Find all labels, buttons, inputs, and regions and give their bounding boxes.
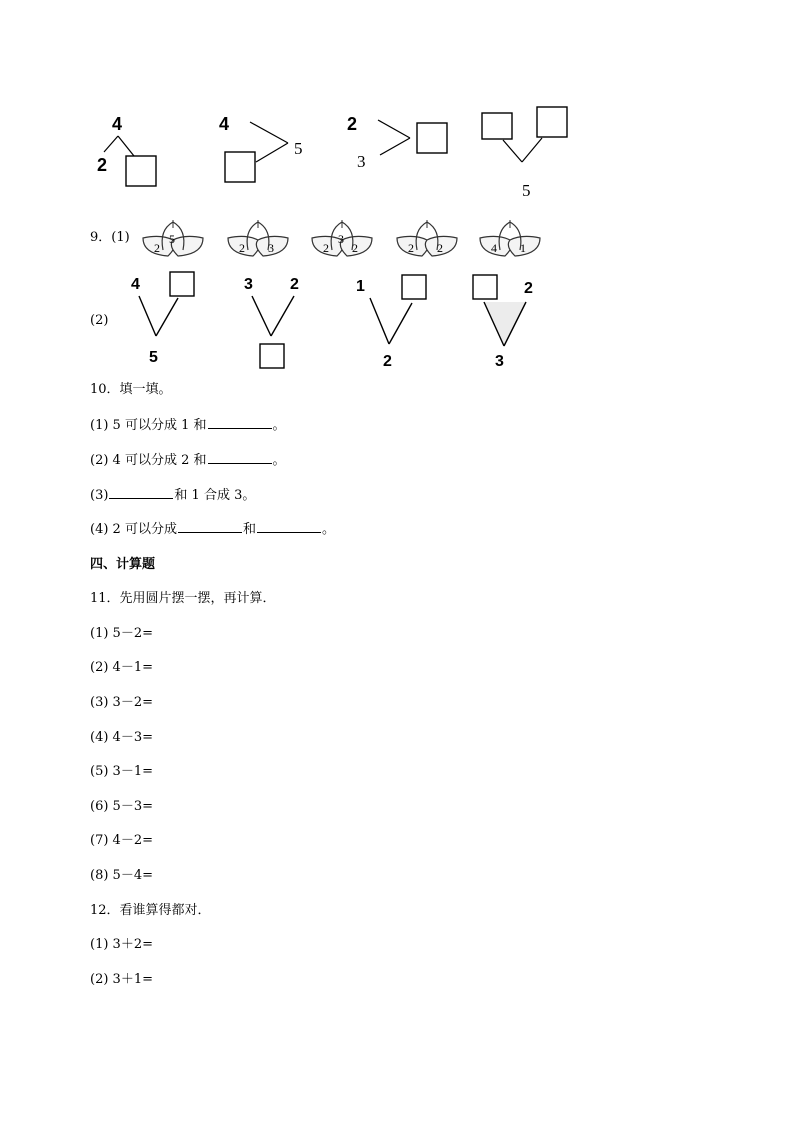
svg-text:2: 2 <box>383 353 392 370</box>
q11-title: 11．先用圆片摆一摆，再计算． <box>90 591 276 606</box>
svg-text:3: 3 <box>244 276 253 293</box>
q8-d1-left: 2 <box>97 155 108 175</box>
q9-v3-box[interactable] <box>402 275 426 299</box>
q9-v-1 <box>131 272 194 366</box>
q10-blank-3[interactable] <box>109 486 173 499</box>
svg-text:1: 1 <box>520 241 526 255</box>
q12-title: 12．看谁算得都对． <box>90 903 211 918</box>
q8-d4-box-right[interactable] <box>537 107 567 137</box>
svg-text:5: 5 <box>169 232 175 246</box>
svg-text:3: 3 <box>495 353 504 370</box>
q9-v-2 <box>244 276 299 368</box>
svg-text:2: 2 <box>352 241 358 255</box>
svg-text:5: 5 <box>149 349 158 366</box>
q9-v1-box[interactable] <box>170 272 194 296</box>
svg-text:2: 2 <box>154 241 160 255</box>
q8-d4-box-left[interactable] <box>482 113 512 139</box>
q8-d3-top: 2 <box>347 114 358 134</box>
q9-flower-3 <box>312 220 372 256</box>
svg-text:4: 4 <box>131 276 140 293</box>
q8-d2-right: 5 <box>294 139 303 158</box>
q8-diagram-4 <box>482 107 567 200</box>
svg-text:2: 2 <box>323 241 329 255</box>
q11-item-2: (2) 4－1= <box>90 660 153 675</box>
svg-text:3: 3 <box>268 241 274 255</box>
q8-d1-box[interactable] <box>126 156 156 186</box>
q9-label-1: 9．(1) <box>90 230 130 245</box>
q9-flower-4 <box>397 220 457 256</box>
q9-v-3 <box>356 275 426 370</box>
q12-item-1: (1) 3＋2= <box>90 937 153 952</box>
q8-d2-box[interactable] <box>225 152 255 182</box>
q11-item-8: (8) 5－4= <box>90 868 153 883</box>
q10-item-2: (2) 4 可以分成 2 和 。 <box>90 453 286 468</box>
q11-item-1: (1) 5－2= <box>90 626 153 641</box>
q10-item-3: (3) 和 1 合成 3。 <box>90 488 256 503</box>
q8-d1-top: 4 <box>112 114 123 134</box>
svg-text:2: 2 <box>408 241 414 255</box>
svg-text:4: 4 <box>491 241 497 255</box>
svg-text:2: 2 <box>239 241 245 255</box>
q8-d4-bottom: 5 <box>522 181 531 200</box>
q8-diagram-2 <box>219 114 303 182</box>
svg-text:2: 2 <box>437 241 443 255</box>
svg-text:2: 2 <box>524 280 533 297</box>
q11-item-6: (6) 5－3= <box>90 799 153 814</box>
q11-item-7: (7) 4－2= <box>90 833 153 848</box>
svg-text:1: 1 <box>356 278 365 295</box>
q8-diagram-1 <box>97 114 156 186</box>
q11-item-5: (5) 3－1= <box>90 764 153 779</box>
q10-blank-4b[interactable] <box>257 520 321 533</box>
q9-v2-box[interactable] <box>260 344 284 368</box>
q8-diagrams <box>0 100 794 210</box>
q8-d3-box[interactable] <box>417 123 447 153</box>
q10-blank-2[interactable] <box>208 451 272 464</box>
q9-flower-1 <box>143 220 203 256</box>
svg-text:2: 2 <box>290 276 299 293</box>
section-4-heading: 四、计算题 <box>90 557 156 572</box>
q9-flower-5 <box>480 220 540 256</box>
q11-item-4: (4) 4－3= <box>90 730 153 745</box>
q10-item-4: (4) 2 可以分成 和 。 <box>90 522 335 537</box>
q10-blank-1[interactable] <box>208 416 272 429</box>
q8-d3-left: 3 <box>357 152 366 171</box>
q9-diagrams <box>0 210 794 380</box>
q12-item-2: (2) 3＋1= <box>90 972 153 987</box>
q10-title: 10．填一填。 <box>90 382 172 397</box>
q9-flower-2 <box>228 220 288 256</box>
q9-v-4 <box>473 275 533 370</box>
q11-item-3: (3) 3－2= <box>90 695 153 710</box>
q10-item-1: (1) 5 可以分成 1 和 。 <box>90 418 286 433</box>
q8-d2-top: 4 <box>219 114 230 134</box>
svg-text:3: 3 <box>338 232 344 246</box>
q9-v4-box[interactable] <box>473 275 497 299</box>
q10-blank-4a[interactable] <box>178 520 242 533</box>
q9-label-2: (2) <box>90 313 109 328</box>
q8-diagram-3 <box>347 114 447 171</box>
